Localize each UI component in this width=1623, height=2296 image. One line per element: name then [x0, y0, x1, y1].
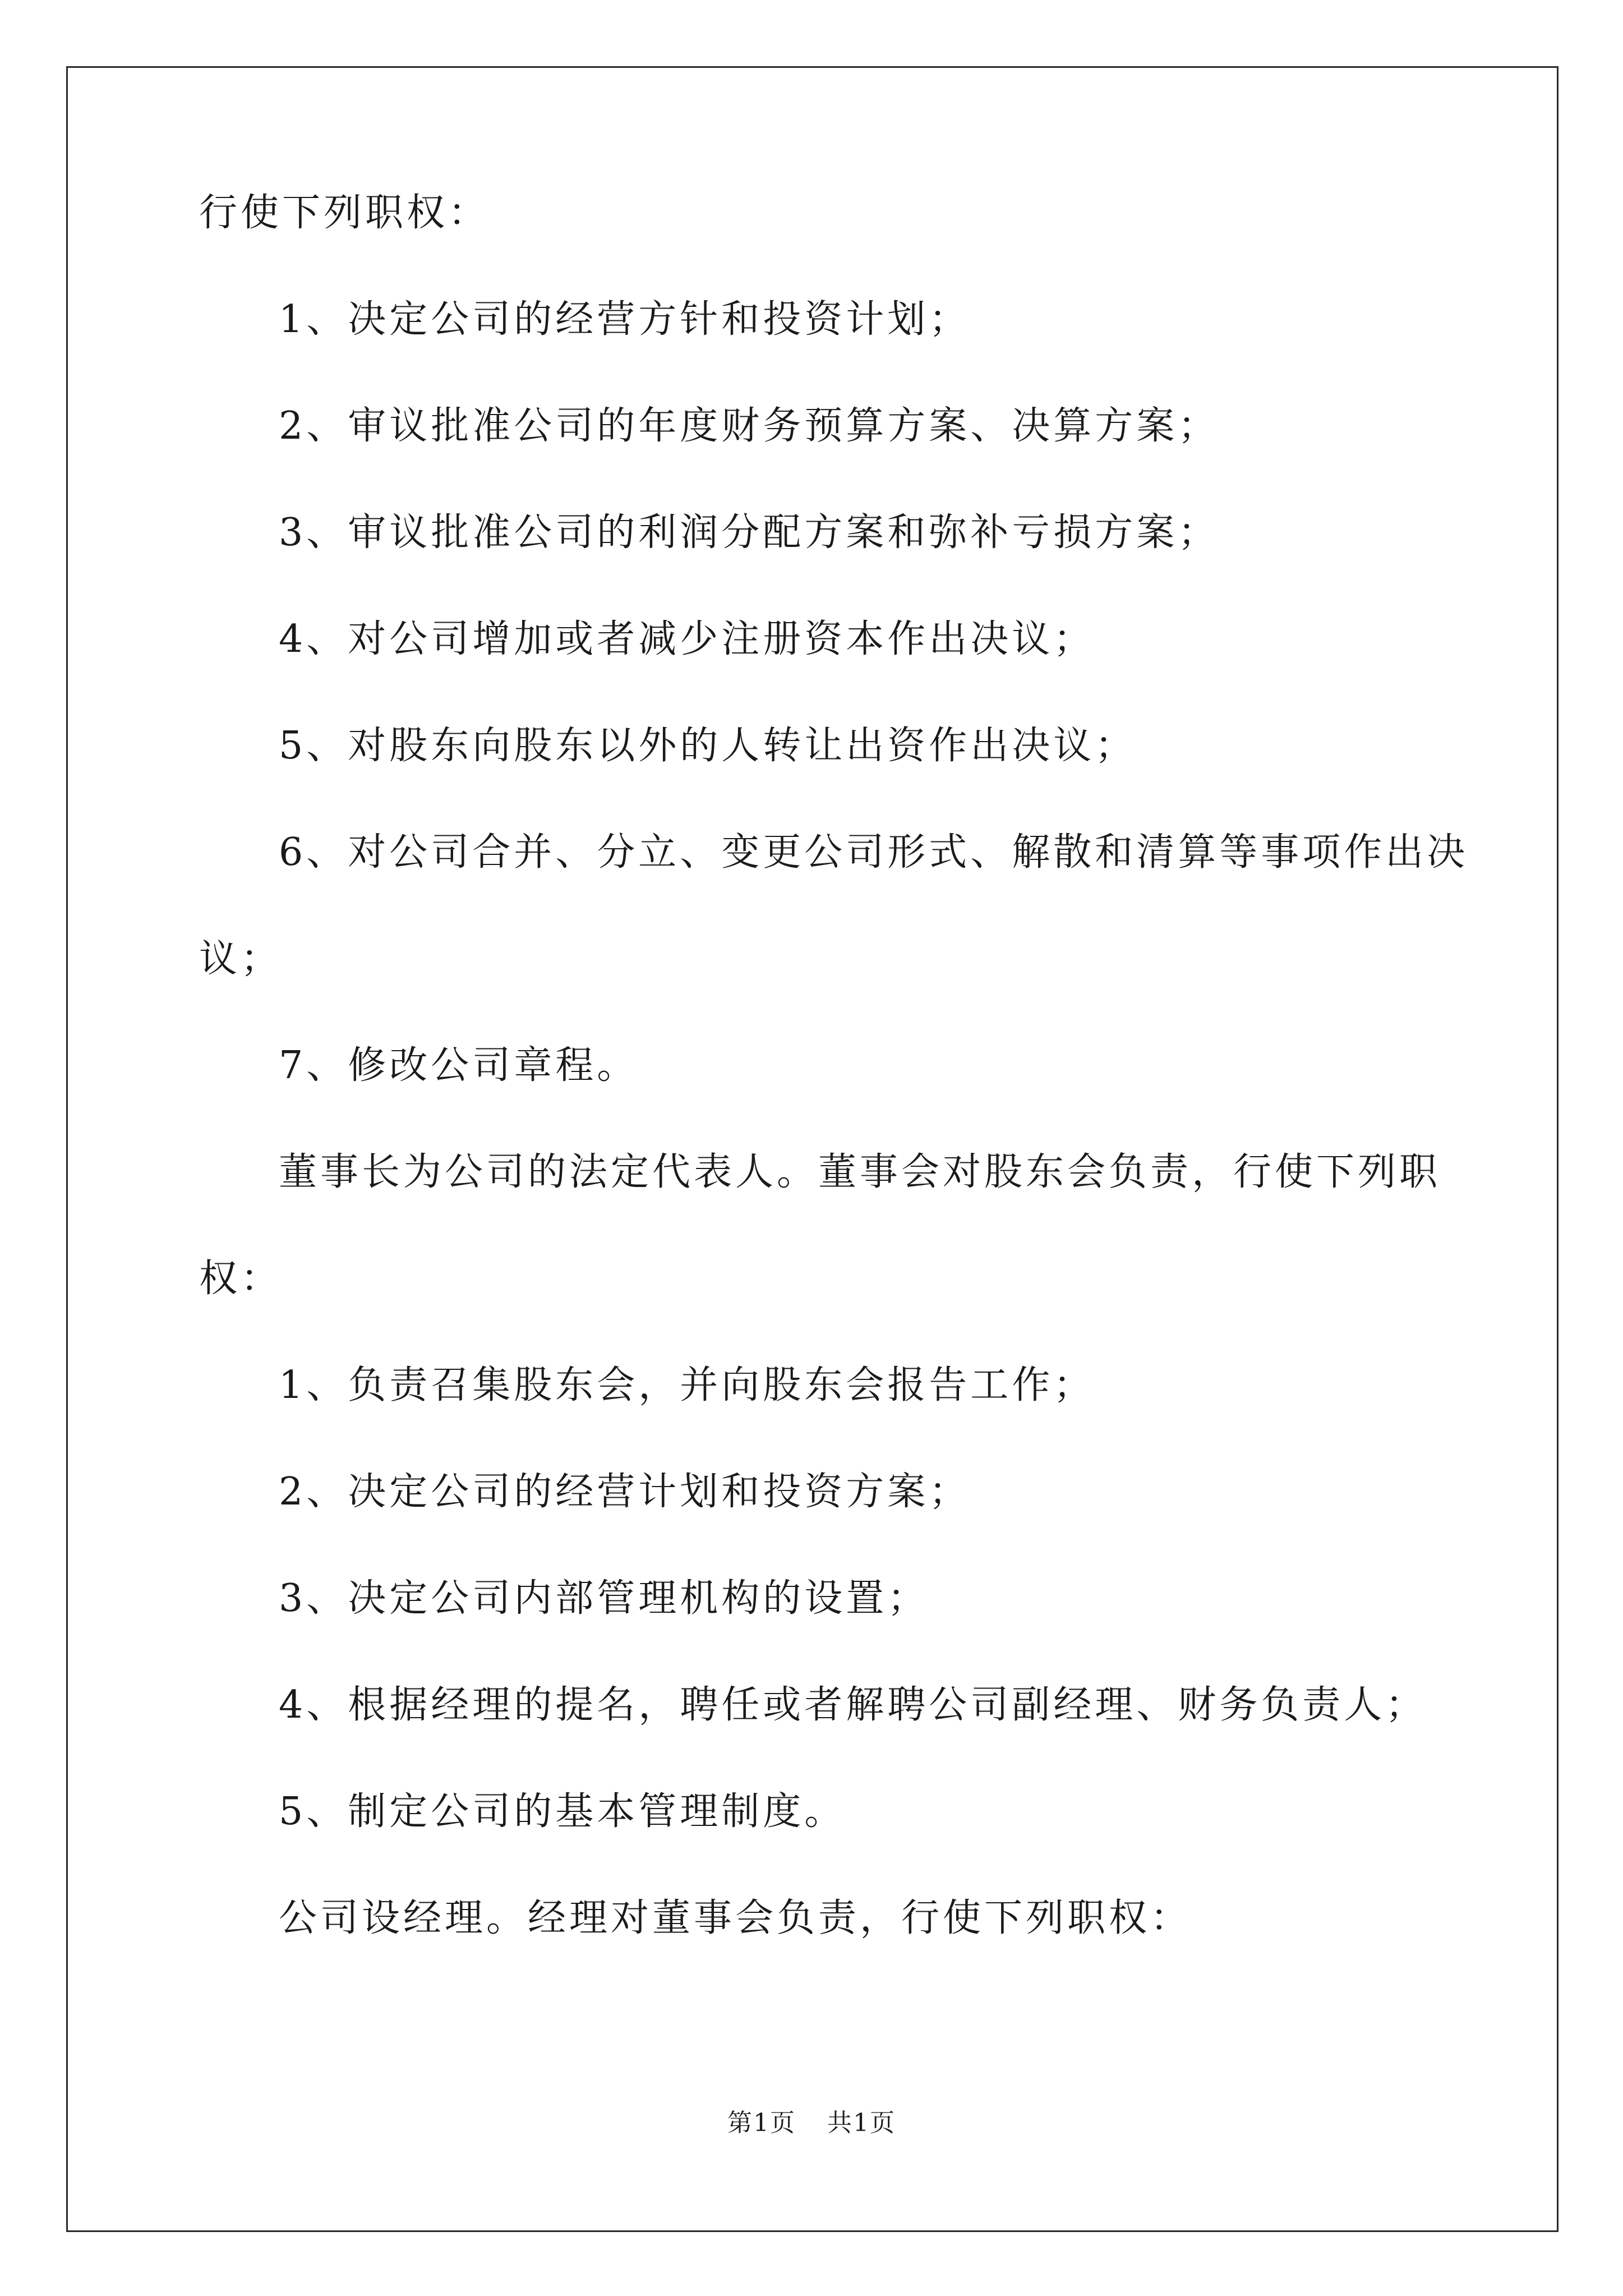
- text-line: 3、审议批准公司的利润分配方案和弥补亏损方案；: [279, 510, 1220, 555]
- page-footer: [0, 2102, 1623, 2138]
- text-line: 公司设经理。经理对董事会负责，行使下列职权：: [279, 1896, 1192, 1940]
- text-line: 议；: [199, 937, 283, 981]
- text-line: 5、制定公司的基本管理制度。: [279, 1789, 846, 1834]
- page-total: 共1页: [827, 2109, 896, 2137]
- text-line: 2、决定公司的经营计划和投资方案；: [279, 1470, 971, 1514]
- document-body: [199, 191, 1469, 2003]
- text-line: 2、审议批准公司的年度财务预算方案、决算方案；: [279, 404, 1220, 448]
- text-line: 行使下列职权：: [199, 191, 490, 235]
- text-line: 4、根据经理的提名，聘任或者解聘公司副经理、财务负责人；: [279, 1683, 1427, 1727]
- text-line: 4、对公司增加或者减少注册资本作出决议；: [279, 617, 1095, 661]
- text-line: 5、对股东向股东以外的人转让出资作出决议；: [279, 724, 1137, 768]
- text-line: 6、对公司合并、分立、变更公司形式、解散和清算等事项作出决: [279, 830, 1469, 875]
- text-line: 董事长为公司的法定代表人。董事会对股东会负责，行使下列职: [279, 1150, 1441, 1194]
- text-line: 1、决定公司的经营方针和投资计划；: [279, 297, 971, 342]
- text-line: 1、负责召集股东会，并向股东会报告工作；: [279, 1363, 1095, 1407]
- page-number: 第1页: [727, 2109, 796, 2137]
- text-line: 3、决定公司内部管理机构的设置；: [279, 1576, 929, 1621]
- text-line: 7、修改公司章程。: [279, 1043, 639, 1088]
- text-line: 权：: [199, 1257, 283, 1301]
